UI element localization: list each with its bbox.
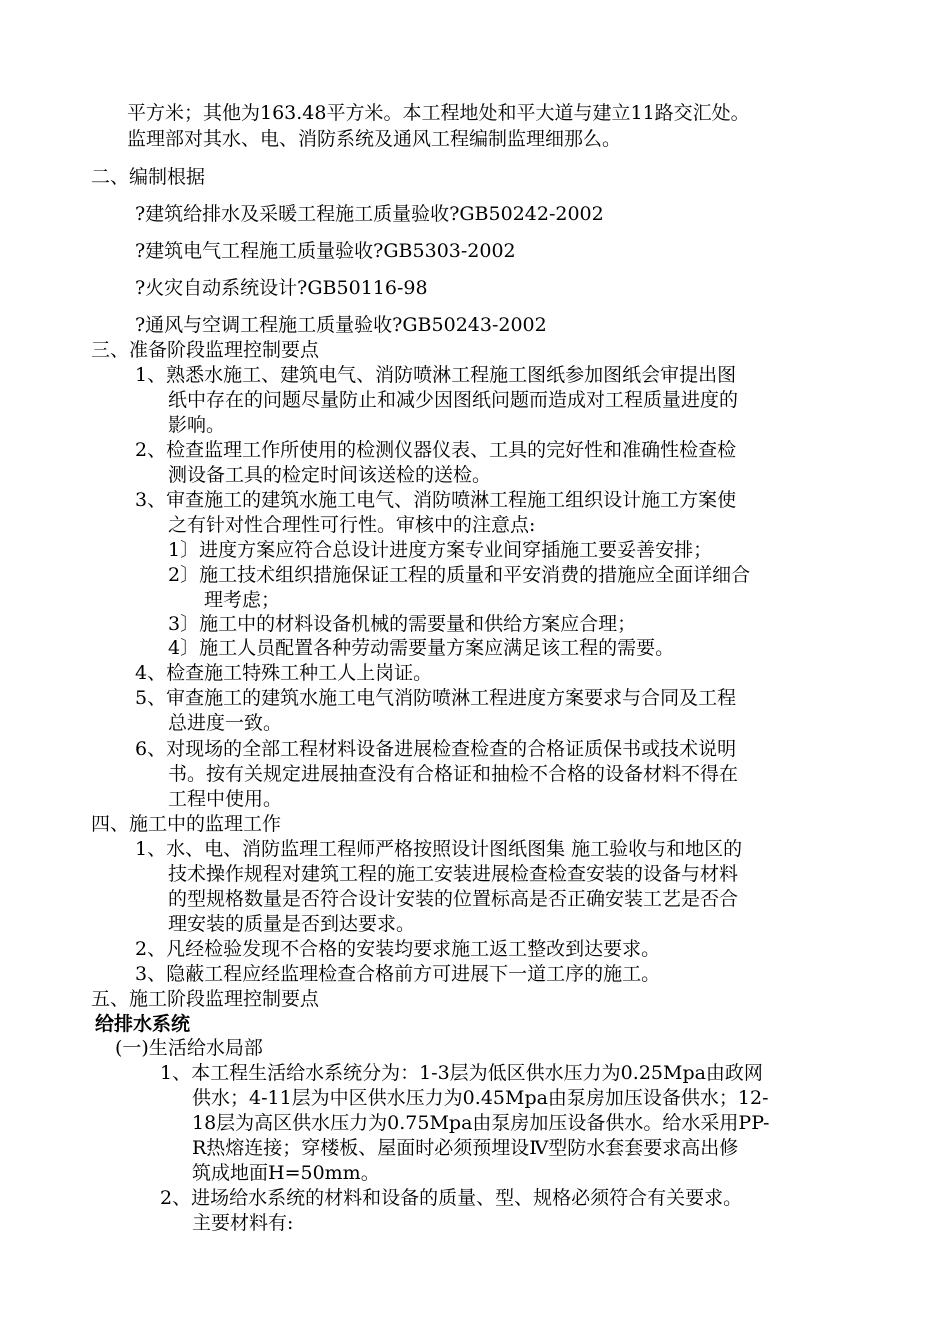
s3-sub1: 1〕进度方案应符合总设计进度方案专业间穿插施工要妥善安排；	[168, 539, 713, 561]
s4-item1-line4: 理安装的质量是否到达要求。	[168, 913, 416, 935]
s3-item1-line1: 1、熟悉水施工、建筑电气、消防喷淋工程施工图纸参加图纸会审提出图	[135, 364, 737, 386]
s3-item5-line1: 5、审查施工的建筑水施工电气消防喷淋工程进度方案要求与合同及工程	[135, 687, 737, 709]
s3-item2-line2: 测设备工具的检定时间该送检的送检。	[168, 464, 492, 486]
water-system-heading: 给排水系统	[95, 1013, 191, 1035]
s3-item6-line2: 书。按有关规定进展抽查没有合格证和抽检不合格的设备材料不得在	[168, 763, 739, 785]
s5-item2-line1: 2、进场给水系统的材料和设备的质量、型、规格必须符合有关要求。	[160, 1187, 743, 1209]
reference-3: ?火灾自动系统设计?GB50116-98	[135, 277, 428, 299]
s4-item3: 3、隐蔽工程应经监理检查合格前方可进展下一道工序的施工。	[135, 963, 661, 985]
domestic-water-part-heading: (一)生活给水局部	[115, 1037, 263, 1059]
intro-line-1: 平方米；其他为163.48平方米。本工程地处和平大道与建立11路交汇处。	[127, 102, 750, 124]
s3-item4: 4、检查施工特殊工种工人上岗证。	[135, 662, 433, 684]
s3-item2-line1: 2、检查监理工作所使用的检测仪器仪表、工具的完好性和准确性检查检	[135, 439, 737, 461]
s4-item2: 2、凡经检验发现不合格的安装均要求施工返工整改到达要求。	[135, 938, 661, 960]
s4-item1-line1: 1、水、电、消防监理工程师严格按照设计图纸图集 施工验收与和地区的	[135, 838, 743, 860]
s5-item1-line3: 18层为高区供水压力为0.75Mpa由泵房加压设备供水。给水采用PP-	[192, 1112, 770, 1134]
s3-sub2-line2: 理考虑；	[204, 589, 281, 611]
s3-item6-line3: 工程中使用。	[168, 788, 283, 810]
s3-item1-line2: 纸中存在的问题尽量防止和减少因图纸问题而造成对工程质量进度的	[168, 389, 739, 411]
intro-line-2: 监理部对其水、电、消防系统及通风工程编制监理细那么。	[127, 128, 622, 150]
s4-item1-line2: 技术操作规程对建筑工程的施工安装进展检查检查安装的设备与材料	[168, 863, 739, 885]
s3-item6-line1: 6、对现场的全部工程材料设备进展检查检查的合格证质保书或技术说明	[135, 738, 737, 760]
s5-item1-line4: R热熔连接；穿楼板、屋面时必须预埋设Ⅳ型防水套套要求高出修	[192, 1137, 739, 1159]
s5-item1-line1: 1、本工程生活给水系统分为：1-3层为低区供水压力为0.25Mpa由政网	[160, 1062, 763, 1084]
s3-sub2-line1: 2〕施工技术组织措施保证工程的质量和平安消费的措施应全面详细合	[168, 564, 751, 586]
reference-1: ?建筑给排水及采暖工程施工质量验收?GB50242-2002	[135, 203, 604, 225]
section-3-heading: 三、准备阶段监理控制要点	[91, 339, 320, 361]
s3-sub3: 3〕施工中的材料设备机械的需要量和供给方案应合理；	[168, 613, 637, 635]
reference-4: ?通风与空调工程施工质量验收?GB50243-2002	[135, 314, 547, 336]
s3-item3-line2: 之有针对性合理性可行性。审核中的注意点:	[168, 514, 536, 536]
section-5-heading: 五、施工阶段监理控制要点	[91, 988, 320, 1010]
s5-item1-line2: 供水；4-11层为中区供水压力为0.45Mpa由泵房加压设备供水；12-	[192, 1087, 769, 1109]
s4-item1-line3: 的型规格数量是否符合设计安装的位置标高是否正确安装工艺是否合	[168, 888, 739, 910]
section-2-heading: 二、编制根据	[91, 166, 206, 188]
s3-sub4: 4〕施工人员配置各种劳动需要量方案应满足该工程的需要。	[168, 637, 675, 659]
reference-2: ?建筑电气工程施工质量验收?GB5303-2002	[135, 240, 516, 262]
section-4-heading: 四、施工中的监理工作	[91, 813, 282, 835]
s5-item1-line5: 筑成地面H=50mm。	[192, 1162, 380, 1184]
s3-item1-line3: 影响。	[168, 414, 226, 436]
s3-item5-line2: 总进度一致。	[168, 712, 283, 734]
s3-item3-line1: 3、审查施工的建筑水施工电气、消防喷淋工程施工组织设计施工方案使	[135, 489, 737, 511]
s5-item2-line2: 主要材料有:	[192, 1212, 294, 1234]
